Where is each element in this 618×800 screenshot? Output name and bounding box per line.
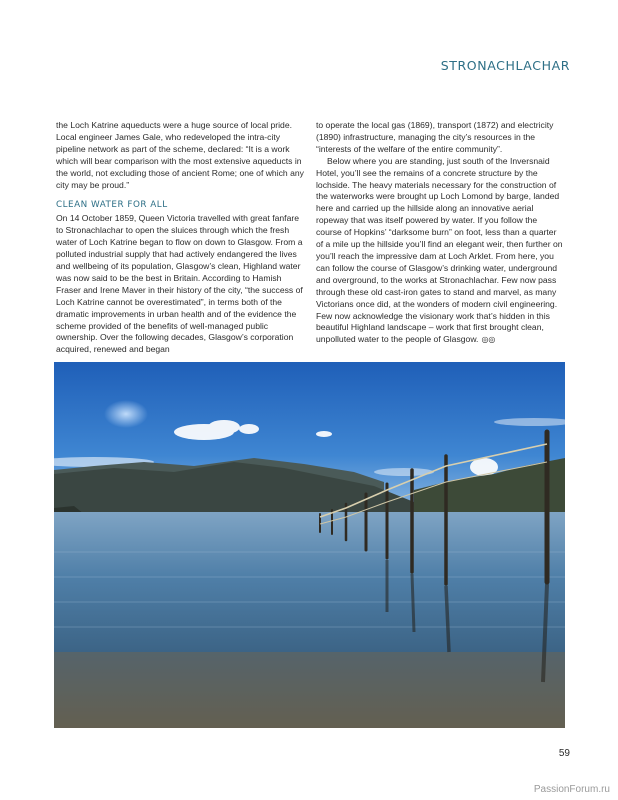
section-subheading: CLEAN WATER FOR ALL: [56, 200, 168, 211]
body-paragraph: On 14 October 1859, Queen Victoria travelled with great fanfare to Stronachlachar to open the sluices through which the fresh water of Loch Katrine began to flow on down to Glasgow. From a polluted industrial supply that had actively endangered the lives and wellbeing of its population, Glasgow’s clean, Highland water was now said to be the best in Britain. According to Hamish Fraser and Irene Maver in their history of the city, “the success of Loch Katrine cannot be overestimated”, in terms both of the dramatic improvements in urban health and of the evidence the scheme provided of the benefits of well-managed public ownership. Over the following decades, Glasgow’s corporation acquired, renewed and began: [56, 213, 303, 355]
loch-landscape-photo: [54, 362, 565, 728]
end-of-article-mark: ◎◎: [481, 335, 496, 345]
lens-flare: [104, 400, 148, 428]
body-paragraph: to operate the local gas (1869), transport (1872) and electricity (1890) infrastructure, managing the city’s resources in the “interests of the welfare of the entire community”.: [316, 120, 554, 154]
section-title: STRONACHLACHAR: [440, 58, 570, 73]
body-paragraph-text: Below where you are standing, just south of the Inversnaid Hotel, you’ll see the remains of a concrete structure by the lochside. The heavy materials necessary for the construction of the waterworks were brought up Loch Lomond by barge, landed here and carried up the hillside along an innovative aerial ropeway that was itself powered by water. If you follow the course of Hopkins’ “darksome burn” on foot, less than a quarter of a mile up the hillside you’ll find an elegant weir, then further on you’ll reach the impressive dam at Loch Arklet. From here, you can follow the course of Glasgow’s drinking water, underground and overground, to the works at Stronachlachar. Few now pass through these old cast-iron gates to stand and marvel, as many Victorians once did, at the wonders of modern civil engineering. Few now acknowledge the visionary work that’s hidden in this beautiful Highland landscape – work that first brought clean, unpolluted water to the people of Glasgow.: [316, 155, 563, 345]
body-paragraph: [316, 156, 564, 347]
body-paragraph: the Loch Katrine aqueducts were a huge source of local pride. Local engineer James Gale, who redeveloped the intra-city pipeline network as part of the scheme, declared: “It is a work which will bear comparison with the most extensive aqueducts in the world, not excluding those of ancient Rome; one of which any city may be proud.”: [56, 120, 304, 190]
watermark: PassionForum.ru: [533, 784, 610, 795]
shore-pebbles: [54, 652, 565, 728]
article-left-column: [56, 120, 307, 356]
article-right-column: [316, 120, 564, 346]
page-number: 59: [558, 748, 570, 759]
loch-photo-illustration: [54, 362, 565, 728]
